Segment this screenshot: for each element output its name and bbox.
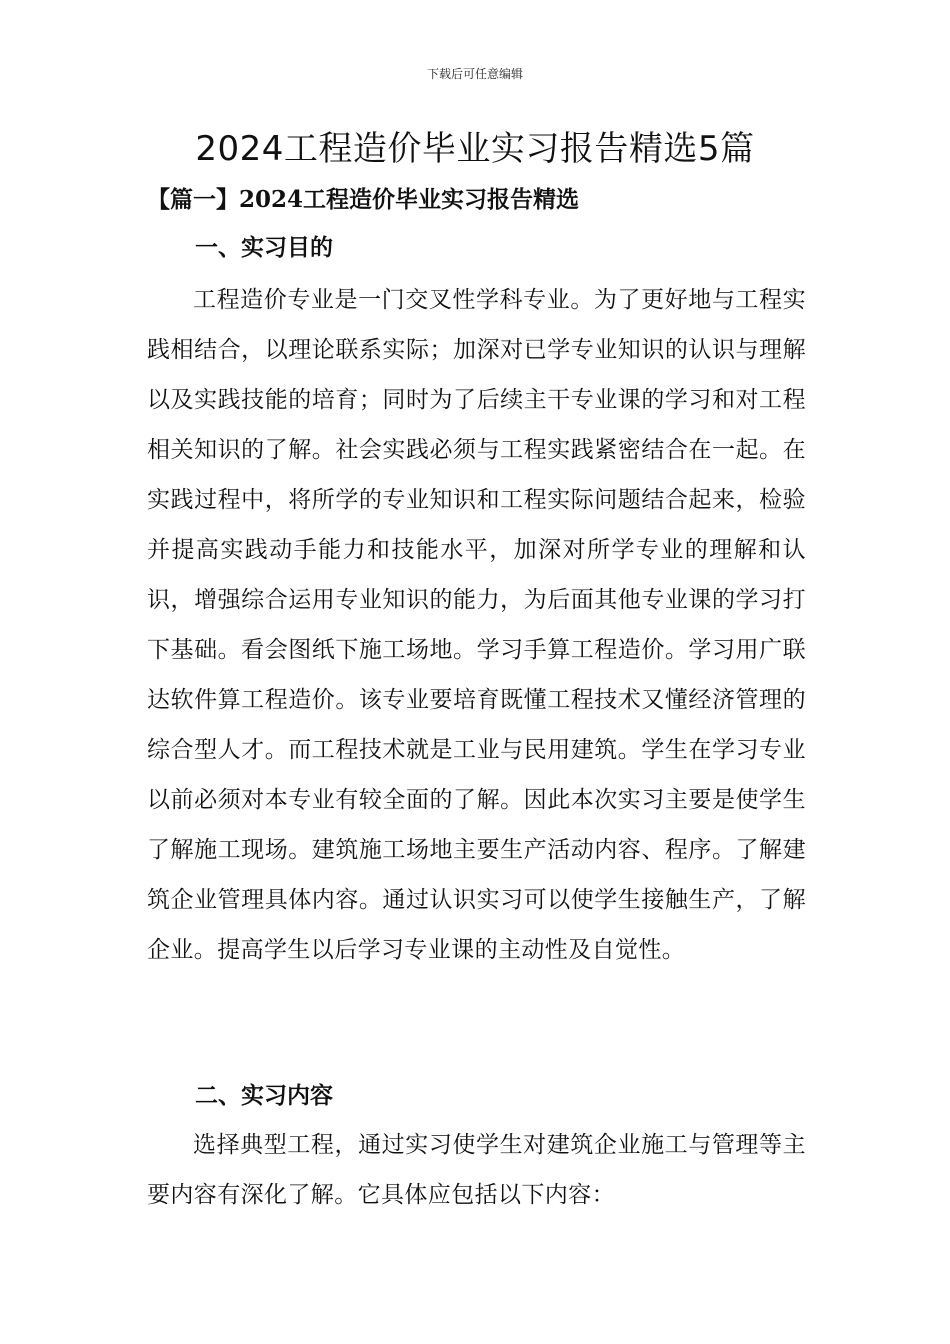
heading-internship-purpose: 一、实习目的: [195, 234, 333, 261]
heading-internship-content: 二、实习内容: [195, 1082, 333, 1109]
paragraph-internship-content: 选择典型工程，通过实习使学生对建筑企业施工与管理等主要内容有深化了解。它具体应包括以下内容：: [147, 1132, 806, 1208]
paragraph-internship-purpose: 工程造价专业是一门交叉性学科专业。为了更好地与工程实践相结合，以理论联系实际；加深对已学专业知识的认识与理解以及实践技能的培育；同时为了后续主干专业课的学习和对工程相关知识的了解。社会实践必须与工程实践紧密结合在一起。在实践过程中，将所学的专业知识和工程实际问题结合起来，检验并提高实践动手能力和技能水平，加深对所学专业的理解和认识，增强综合运用专业知识的能力，为后面其他专业课的学习打下基础。看会图纸下施工场地。学习手算工程造价。学习用广联达软件算工程造价。该专业要培育既懂工程技术又懂经济管理的综合型人才。而工程技术就是工业与民用建筑。学生在学习专业以前必须对本专业有较全面的了解。因此本次实习主要是使学生了解施工现场。建筑施工场地主要生产活动内容、程序。了解建筑企业管理具体内容。通过认识实习可以使学生接触生产，了解企业。提高学生以后学习专业课的主动性及自觉性。: [147, 287, 806, 963]
header-note: 下载后可任意编辑: [426, 67, 523, 81]
section-title: 【篇一】2024工程造价毕业实习报告精选: [147, 186, 580, 213]
document-title: 2024工程造价毕业实习报告精选5篇: [195, 129, 755, 169]
